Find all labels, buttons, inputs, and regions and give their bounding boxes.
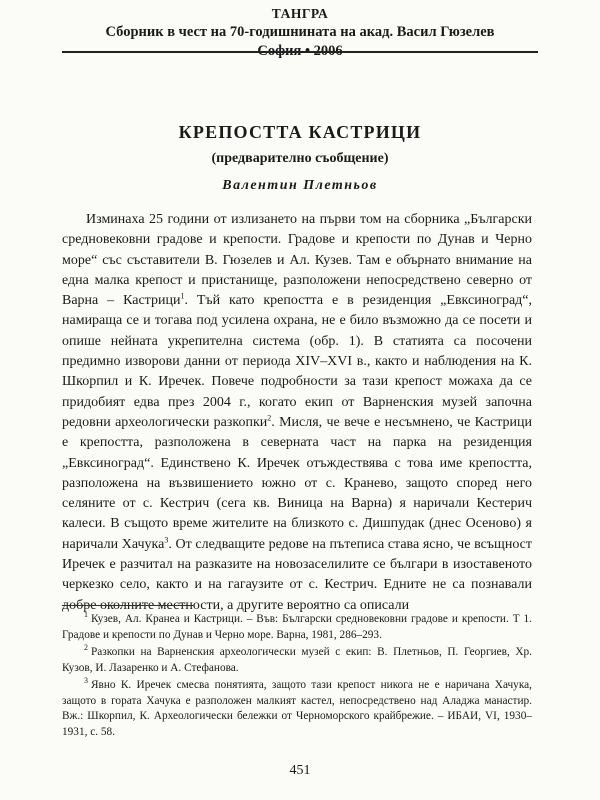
footnote-divider	[62, 605, 194, 606]
place-year: София • 2006	[257, 43, 343, 59]
article-body	[62, 210, 532, 616]
footnote-item	[62, 678, 532, 740]
footnote-number: 2	[84, 643, 88, 653]
footnote-item	[62, 612, 532, 643]
article-author: Валентин Плетньов	[222, 178, 378, 193]
article-subtitle: (предварително съобщение)	[211, 151, 389, 166]
journal-title: ТАНГРА	[271, 6, 329, 21]
footnote-text: Явно К. Иречек смесва понятията, защото тази крепост никога не е наричана Хачука, защото в гората Хачука е разположен малкият кастел, непосредствено над Аладжа манастир. Вж.: Шкорпил, К. Археологически бележки от Черноморского крайбрежие. – ИБАИ, VI, 1930–1931, с. 58.	[62, 679, 532, 738]
body-text: . Мисля, че вече е несъмнено, че Кастрици е крепостта, разположена в северната част на парка на резиденция „Евксиноград“. Единствено К. Иречек отъждествява с това име крепостта, разположена на възвишението южно от с. Кранево, защото според него селяните от с. Кестрич (сега кв. Виница на Варна) я наричали Кестерич калеси. В същото време жителите на близкото с. Дишпудак (днес Осеново) я наричали Хачука	[62, 414, 532, 552]
footnote-number: 1	[84, 610, 88, 620]
footnote-ref[interactable]: 2	[267, 413, 272, 423]
body-paragraph	[62, 210, 532, 616]
footnote-text: Разкопки на Варненския археологически музей с екип: В. Плетньов, П. Георгиев, Хр. Кузов, И. Лазаренко и А. Стефанова.	[62, 646, 532, 674]
footnotes	[62, 612, 532, 742]
body-text: Изминаха 25 години от излизането на първи том на сборника „Български средновековни градове и крепости. Градове и крепости по Дунав и Черно море“ със съставители В. Гюзелев и Ал. Кузев. Там е обърнато внимание на една малка крепост и пристанище, разположени непосредствено северно от Варна – Кастрици	[62, 212, 532, 309]
footnote-text: Кузев, Ал. Кранеа и Кастрици. – Във: Български средновековни градове и крепости. Т 1. Градове и крепости по Дунав и Черно море. Варна, 1981, 286–293.	[62, 613, 532, 641]
body-text: . Тъй като крепостта е в резиденция „Евксиноград“, намираща се и тогава под усилена охрана, не е било възможно да се посети и опише нейната укрепителна система (обр. 1). В статията са посочени предимно изворови данни от периода XIV–XVI в., както и наблюдения на К. Шкорпил и К. Иречек. Повече подробности за тази крепост можаха да се придобият едва през 2004 г., когато екип от Варненския музей започна редовни археологически разкопки	[62, 293, 532, 430]
header-rule	[62, 51, 538, 53]
page-number: 451	[289, 763, 311, 778]
footnote-ref[interactable]: 1	[180, 291, 185, 301]
footnote-number: 3	[84, 676, 88, 686]
article-title-block	[40, 120, 560, 168]
body-text: . От следващите редове на пътеписа става ясно, че всъщност Иречек е разчитал на разказите на новозаселилите се българи в изоставеното черкезко село, както и на гагаузите от с. Кестрич. Едните не са познавали добре околните местности, а другите вероятно са описали	[62, 536, 532, 613]
collection-subtitle: Сборник в чест на 70-годишнината на акад. Васил Гюзелев	[105, 24, 495, 40]
footnote-item	[62, 645, 532, 676]
article-title: КРЕПОСТТА КАСТРИЦИ	[178, 122, 422, 142]
footnote-ref[interactable]: 3	[164, 535, 169, 545]
